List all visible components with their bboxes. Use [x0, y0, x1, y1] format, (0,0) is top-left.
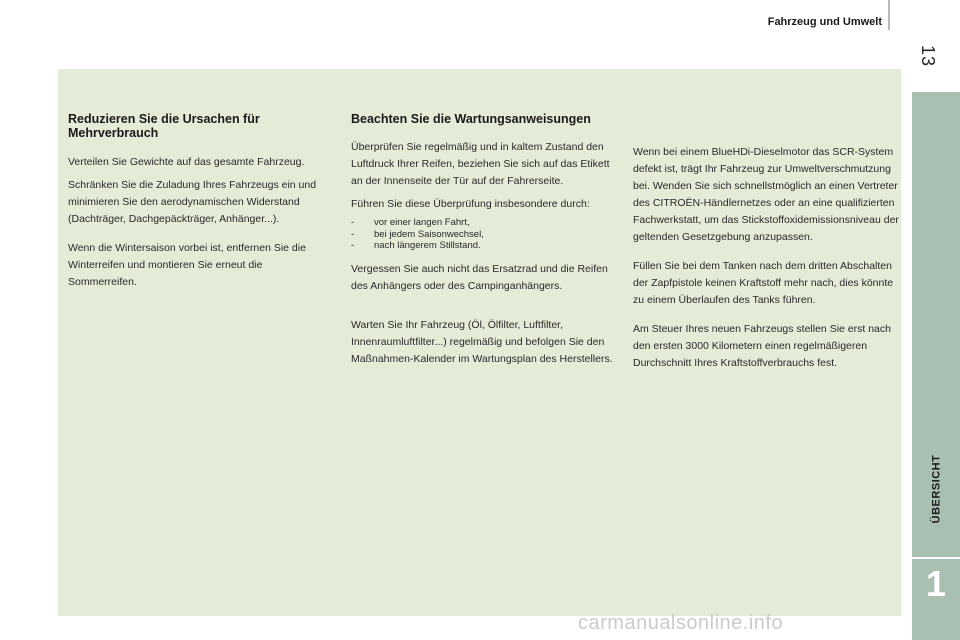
- paragraph-tyre-pressure: Überprüfen Sie regelmäßig und in kaltem Zustand den Luftdruck Ihrer Reifen, beziehen Sie sich auf das Etikett an der Innenseite der Tür auf der Fahrerseite.: [351, 141, 610, 187]
- paragraph-limit-load: Schränken Sie die Zuladung Ihres Fahrzeugs ein und minimieren Sie den aerodynamischen Widerstand (Dachträger, Dachgepäckträger, Anhänger...).: [68, 179, 317, 225]
- paragraph-distribute-weight: Verteilen Sie Gewichte auf das gesamte Fahrzeug.: [68, 156, 305, 168]
- paragraph-running-in: Am Steuer Ihres neuen Fahrzeugs stellen Sie erst nach den ersten 3000 Kilometern einen regelmäßigeren Durchschnitt Ihres Kraftstoffverbrauchs fest.: [633, 323, 891, 369]
- column-emissions: [633, 144, 899, 378]
- paragraph-service-vehicle: Warten Sie Ihr Fahrzeug (Öl, Ölfilter, Luftfilter, Innenraumluftfilter...) regelmäßig und befolgen Sie den Maßnahmen-Kalender im Wartungsplan des Herstellers.: [351, 318, 613, 365]
- list-item: - bei jedem Saisonwechsel,: [351, 229, 617, 241]
- paragraph-refuelling: Füllen Sie bei dem Tanken nach dem dritten Abschalten der Zapfpistole keinen Kraftstoff mehr nach, dies könnte zu einem Überlaufen des Tanks führen.: [633, 260, 894, 306]
- section-heading-reduce: Reduzieren Sie die Ursachen für Mehrverbrauch: [68, 112, 260, 140]
- sidebar-divider: [912, 557, 960, 559]
- page-number: 13: [918, 44, 939, 68]
- page-header-title: Fahrzeug und Umwelt: [767, 16, 882, 28]
- sidebar-section-label: [912, 434, 960, 544]
- watermark-text: carmanualsonline.info: [578, 612, 784, 634]
- paragraph-winter-tyres: Wenn die Wintersaison vorbei ist, entfernen Sie die Winterreifen und montieren Sie erneut die Sommerreifen.: [68, 242, 306, 288]
- section-heading-maintenance: Beachten Sie die Wartungsanweisungen: [351, 112, 591, 126]
- list-item: - nach längerem Stillstand.: [351, 240, 617, 252]
- paragraph-check-when: Führen Sie diese Überprüfung insbesondere durch:: [351, 198, 590, 210]
- check-occasions-list: [351, 217, 617, 252]
- chapter-number: 1: [925, 563, 947, 604]
- column-reduce-consumption: [68, 112, 330, 297]
- paragraph-scr-system: Wenn bei einem BlueHDi-Dieselmotor das SCR-System defekt ist, trägt Ihr Fahrzeug zur Umweltverschmutzung bei. Wenden Sie sich schnellstmöglich an einen Vertreter des CITROËN-Händlernetzes oder an eine qualifizierten Fachwerkstatt, um das Stickstoffoxidemissionsniveau der geltenden Gesetzgebung anzupassen.: [633, 146, 899, 243]
- list-item: - vor einer langen Fahrt,: [351, 217, 617, 229]
- paragraph-spare-wheel: Vergessen Sie auch nicht das Ersatzrad und die Reifen des Anhängers oder des Campinganhängers.: [351, 262, 608, 292]
- header-divider: [888, 0, 890, 30]
- sidebar-section-label-text: ÜBERSICHT: [930, 454, 943, 524]
- column-maintenance: [351, 112, 617, 374]
